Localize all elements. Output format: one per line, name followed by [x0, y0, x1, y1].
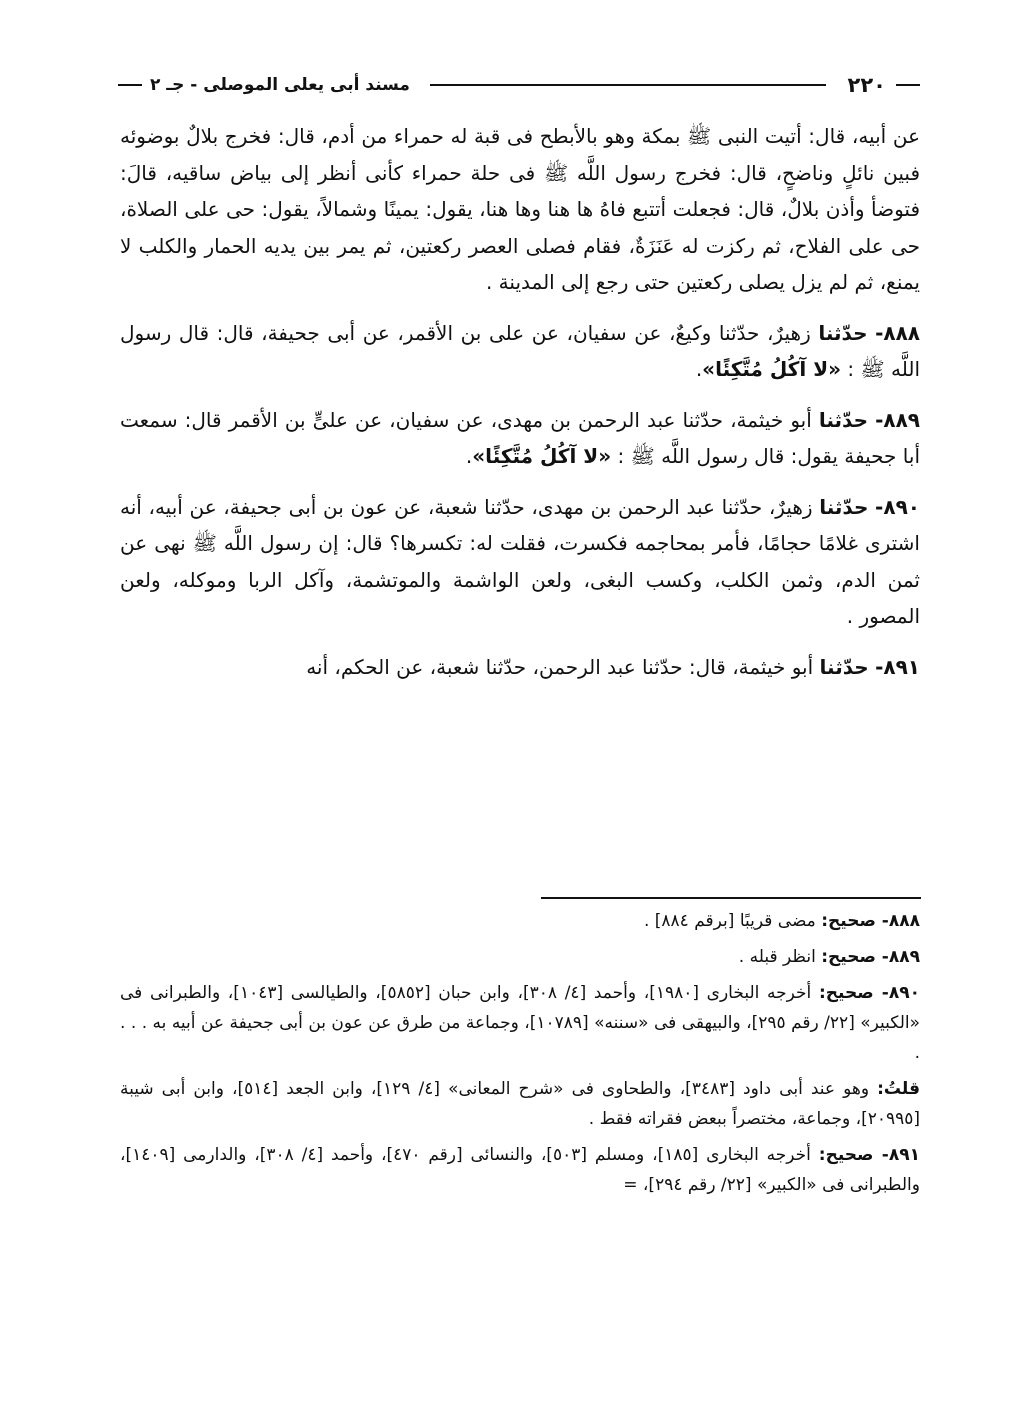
hadith-text: زهيرٌ، حدّثنا عبد الرحمن بن مهدى، حدّثنا شعبة، عن عون بن أبى جحيفة، عن أبيه، أنه اشترى غلامًا حجامًا، فأمر بمحاجمه فكسرت، فقلت له: تكسرها؟ قال: إن رسول اللَّه ﷺ نهى عن ثمن الدم، وثمن الكلب، وكسب البغى، ولعن الواشمة والموتشمة، وآكل الربا وموكله، ولعن المصور . — [120, 494, 920, 628]
hadith-end: . — [695, 357, 703, 381]
footnote-label: ٨٨٩- صحيح: — [821, 947, 920, 967]
running-header — [118, 70, 920, 100]
main-text — [120, 118, 920, 685]
footnote-qult — [120, 1074, 920, 1134]
footnote-890 — [120, 978, 920, 1068]
hadith-889 — [120, 402, 920, 475]
hadith-number: ٨٨٩- — [875, 407, 921, 432]
hadith-888 — [120, 315, 920, 388]
hadith-opening: حدّثنا — [818, 320, 868, 345]
footnote-889 — [120, 942, 920, 972]
page-number: ٢٢٠ — [847, 73, 886, 97]
hadith-text: أبو خيثمة، قال: حدّثنا عبد الرحمن، حدّثنا شعبة، عن الحكم، أنه — [306, 654, 814, 679]
hadith-number: ٨٩٠- — [875, 494, 920, 519]
hadith-opening: حدّثنا — [819, 494, 869, 519]
hadith-quote: «لا آكُلُ مُتَّكِئًا» — [472, 444, 612, 468]
footnote-text: مضى قريبًا [برقم ٨٨٤] . — [643, 911, 816, 931]
footnote-label: ٨٩١- صحيح: — [818, 1145, 920, 1165]
footnote-text: أخرجه البخارى [١٨٥]، ومسلم [٥٠٣]، والنسائى [رقم ٤٧٠]، وأحمد [٤/ ٣٠٨]، والدارمى [١٤٠٩]، والطبرانى فى «الكبير» [٢٢/ رقم ٢٩٤]، = — [120, 1145, 920, 1195]
footnote-label: ٨٨٨- صحيح: — [821, 911, 920, 931]
footnote-text: انظر قبله . — [738, 947, 816, 967]
footnote-separator — [541, 897, 921, 899]
header-rule — [430, 84, 826, 86]
book-title: مسند أبى يعلى الموصلى - جـ ٢ — [150, 75, 410, 95]
hadith-opening: حدّثنا — [818, 407, 869, 432]
footnote-888 — [120, 906, 920, 936]
hadith-opening: حدّثنا — [819, 654, 869, 679]
hadith-number: ٨٨٨- — [875, 320, 921, 345]
footnotes — [120, 906, 920, 1206]
hadith-text: أبو خيثمة، حدّثنا عبد الرحمن بن مهدى، عن سفيان، عن علىٍّ بن الأقمر قال: سمعت أبا جحيفة يقول: قال رسول اللَّه ﷺ : — [120, 407, 920, 468]
footnote-label: قلتُ: — [877, 1079, 920, 1099]
hadith-891 — [120, 649, 920, 686]
footnote-891 — [120, 1140, 920, 1200]
hadith-text: زهيرٌ، حدّثنا وكيعٌ، عن سفيان، عن على بن الأقمر، عن أبى جحيفة، قال: قال رسول اللَّه ﷺ : — [120, 320, 920, 381]
hadith-number: ٨٩١- — [875, 654, 920, 679]
intro-paragraph: عن أبيه، قال: أتيت النبى ﷺ بمكة وهو بالأبطح فى قبة له حمراء من أدم، قال: فخرج بلالٌ بوضوئه فبين نائلٍ وناضحٍ، قال: فخرج رسول اللَّه ﷺ فى حلة حمراء كأنى أنظر إلى بياض ساقيه، قالَ: فتوضأ وأذن بلالٌ، قال: فجعلت أتتبع فاهُ ها هنا وها هنا، يقول: يمينًا وشمالاً، يقول: حى على الصلاة، حى على الفلاح، ثم ركزت له عَنَزَةٌ، فقام فصلى العصر ركعتين، ثم يمر بين يديه الحمار والكلب لا يمنع، ثم لم يزل يصلى ركعتين حتى رجع إلى المدينة . — [120, 124, 920, 294]
footnote-text: وهو عند أبى داود [٣٤٨٣]، والطحاوى فى «شرح المعانى» [٤/ ١٢٩]، وابن الجعد [٥١٤]، وابن أبى شيبة [٢٠٩٩٥]، وجماعة، مختصراً ببعض فقراته فقط . — [120, 1079, 920, 1129]
footnote-label: ٨٩٠- صحيح: — [818, 983, 920, 1003]
footnote-text: أخرجه البخارى [١٩٨٠]، وأحمد [٤/ ٣٠٨]، وابن حبان [٥٨٥٢]، والطيالسى [١٠٤٣]، والطبرانى فى «الكبير» [٢٢/ رقم ٢٩٥]، والبيهقى فى «سننه» [١٠٧٨٩]، وجماعة من طرق عن عون بن أبى جحيفة عن أبيه به . . . . — [120, 983, 920, 1063]
hadith-890 — [120, 489, 920, 635]
hadith-end: . — [465, 444, 473, 468]
header-dash-left — [118, 84, 142, 86]
hadith-quote: «لا آكُلُ مُتَّكِئًا» — [702, 357, 842, 381]
header-dash-right — [896, 84, 920, 86]
